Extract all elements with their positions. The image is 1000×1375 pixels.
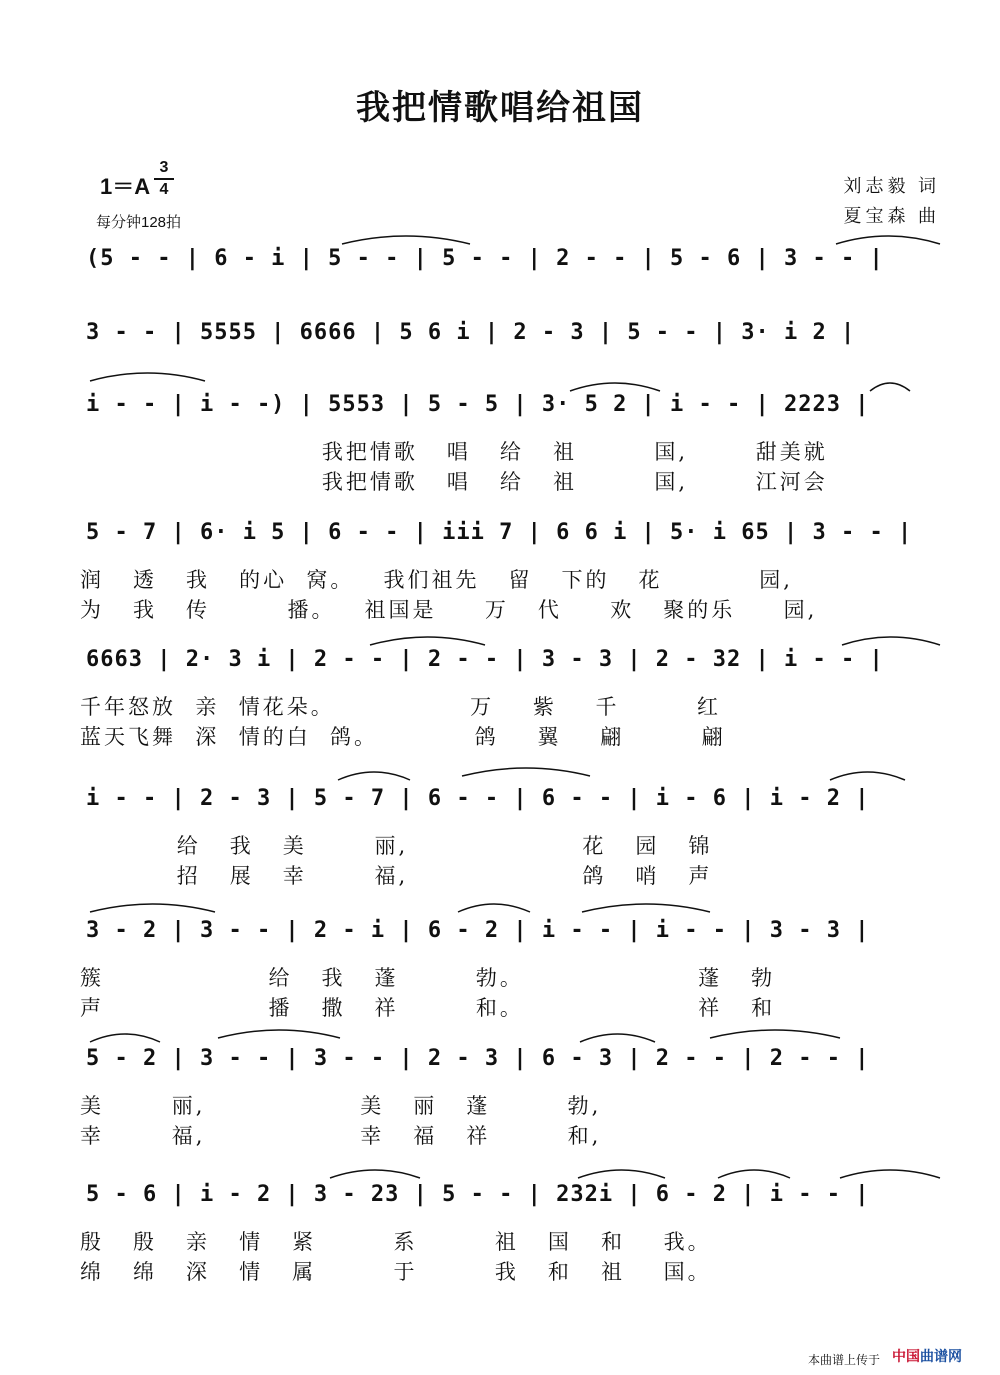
notation-row: 3 - 2 | 3 - - | 2 - i | 6 - 2 | i - - | i - - | 3 - 3 | <box>86 918 870 943</box>
lyric-line: 声 播 撒 祥 和。 祥 和 <box>80 996 776 1020</box>
slur-arc <box>458 904 530 912</box>
notation-row: i - - | 2 - 3 | 5 - 7 | 6 - - | 6 - - | i - 6 | i - 2 | <box>86 786 870 811</box>
slur-arc <box>342 236 470 244</box>
lyric-line: 蓝天飞舞 深 情的白 鸽。 鸽 翼 翩 翩 <box>80 725 726 749</box>
lyric-line: 我把情歌 唱 给 祖 国, 甜美就 <box>80 440 828 464</box>
slur-arc <box>580 1034 655 1042</box>
slur-arc <box>90 904 215 912</box>
slur-arc <box>870 383 910 391</box>
notation-row: 5 - 2 | 3 - - | 3 - - | 2 - 3 | 6 - 3 | 2 - - | 2 - - | <box>86 1046 870 1071</box>
time-signature-top: 3 <box>159 159 169 176</box>
song-title: 我把情歌唱给祖国 <box>356 90 644 127</box>
logo-brand: 中国 <box>892 1348 920 1364</box>
time-signature <box>154 160 174 198</box>
slur-arc <box>330 1170 420 1178</box>
notation-row: 5 - 7 | 6· i 5 | 6 - - | iii 7 | 6 6 i | 5· i 65 | 3 - - | <box>86 520 913 545</box>
key-signature: 1＝A <box>100 174 151 199</box>
lyric-line: 美 丽, 美 丽 蓬 勃, <box>80 1094 602 1118</box>
slur-arc <box>842 637 940 645</box>
slur-arc <box>582 904 710 912</box>
notation-row: 3 - - | 5555 | 6666 | 5 6 i | 2 - 3 | 5 - - | 3· i 2 | <box>86 320 856 345</box>
slur-arc <box>718 1170 790 1178</box>
composer-credit: 夏宝森 曲 <box>843 206 940 226</box>
slur-arc <box>90 1034 160 1042</box>
slur-arc <box>578 1170 665 1178</box>
slur-arc <box>830 772 905 780</box>
lyric-line: 幸 福, 幸 福 祥 和, <box>80 1124 602 1148</box>
tempo-marking: 每分钟128拍 <box>96 214 182 231</box>
lyric-line: 为 我 传 播。 祖国是 万 代 欢 聚的乐 园, <box>80 598 818 622</box>
slur-arc <box>462 768 590 776</box>
slur-arc <box>840 1170 940 1178</box>
notation-row: 5 - 6 | i - 2 | 3 - 23 | 5 - - | 232i | 6 - 2 | i - - | <box>86 1182 870 1207</box>
slur-arc <box>710 1030 840 1038</box>
lyric-line: 润 透 我 的心 窝。 我们祖先 留 下的 花 园, <box>80 568 793 592</box>
upload-credit: 本曲谱上传于 <box>808 1353 881 1367</box>
lyric-line: 给 我 美 丽, 花 园 锦 <box>80 834 713 858</box>
site-logo <box>892 1346 962 1366</box>
slur-arc <box>570 383 660 391</box>
notation-row: 6663 | 2· 3 i | 2 - - | 2 - - | 3 - 3 | 2 - 32 | i - - | <box>86 647 884 672</box>
notation-row: i - - | i - -) | 5553 | 5 - 5 | 3· 5 2 | i - - | 2223 | <box>86 392 870 417</box>
lyric-line: 千年怒放 亲 情花朵。 万 紫 千 红 <box>80 695 721 719</box>
slur-arc <box>370 637 485 645</box>
slur-arc <box>338 772 410 780</box>
lyric-line: 殷 殷 亲 情 紧 系 祖 国 和 我。 <box>80 1230 712 1254</box>
lyric-line: 我把情歌 唱 给 祖 国, 江河会 <box>80 470 828 494</box>
time-signature-bottom: 4 <box>159 181 169 198</box>
logo-site: 曲谱网 <box>920 1348 962 1364</box>
slur-arc <box>218 1030 340 1038</box>
slur-arc <box>90 373 205 381</box>
lyric-line: 簇 给 我 蓬 勃。 蓬 勃 <box>80 966 776 990</box>
notation-row: (5 - - | 6 - i | 5 - - | 5 - - | 2 - - | 5 - 6 | 3 - - | <box>86 246 884 271</box>
lyricist-credit: 刘志毅 词 <box>843 176 940 196</box>
lyric-line: 绵 绵 深 情 属 于 我 和 祖 国。 <box>80 1260 712 1284</box>
slur-arc <box>836 236 940 244</box>
lyric-line: 招 展 幸 福, 鸽 哨 声 <box>80 864 713 888</box>
